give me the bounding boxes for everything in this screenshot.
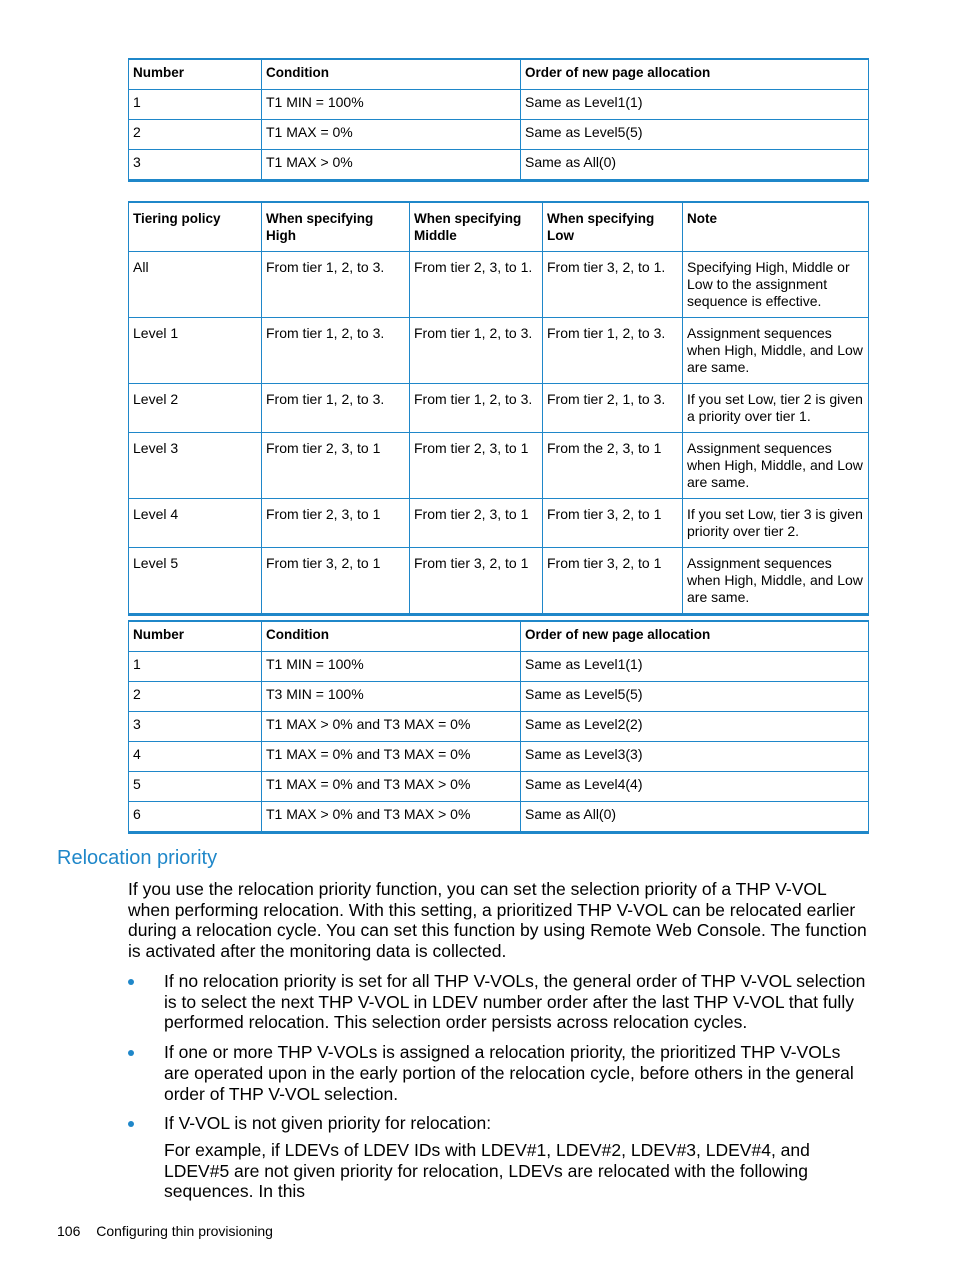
table-cell: From tier 2, 3, to 1 [410, 499, 543, 548]
table-cell: T1 MIN = 100% [262, 90, 521, 120]
table-row [129, 499, 869, 548]
table-cell: T1 MAX > 0% [262, 150, 521, 181]
list-item-text: If one or more THP V-VOLs is assigned a relocation priority, the prioritized THP V-VOLs are operated upon in the early portion of the relocation cycle, before others in the general order of THP V-VOL selection. [164, 1042, 854, 1104]
list-item [128, 1113, 870, 1202]
table-cell: Same as All(0) [521, 802, 869, 833]
table-row [129, 742, 869, 772]
column-header: Order of new page allocation [521, 621, 869, 652]
column-header: Number [129, 621, 262, 652]
table-cell: From tier 1, 2, to 3. [262, 252, 410, 318]
table-cell: Specifying High, Middle or Low to the assignment sequence is effective. [683, 252, 869, 318]
table-cell: Same as Level1(1) [521, 652, 869, 682]
table-cell: If you set Low, tier 3 is given priority over tier 2. [683, 499, 869, 548]
table-cell: Level 5 [129, 548, 262, 615]
table-cell: From tier 2, 3, to 1 [410, 433, 543, 499]
table-cell: 3 [129, 712, 262, 742]
table-cell: From tier 3, 2, to 1 [410, 548, 543, 615]
list-item-text: If V-VOL is not given priority for relocation: [164, 1113, 492, 1134]
table-cell: T3 MIN = 100% [262, 682, 521, 712]
list-item-text: If no relocation priority is set for all THP V-VOLs, the general order of THP V-VOL selection is to select the next THP V-VOL in LDEV number order after the last THP V-VOL that fully performed relocation. This selection order persists across relocation cycles. [164, 971, 866, 1033]
table-cell: From tier 3, 2, to 1 [543, 499, 683, 548]
table-cell: 1 [129, 652, 262, 682]
table-cell: Level 2 [129, 384, 262, 433]
intro-paragraph: If you use the relocation priority function, you can set the selection priority of a THP V-VOL when performing relocation. With this setting, a prioritized THP V-VOL can be relocated earlier during a relocation cycle. You can set this function by using Remote Web Console. The function is activated after the monitoring data is collected. [128, 879, 867, 962]
table-row [129, 90, 869, 120]
table-cell: Same as Level5(5) [521, 120, 869, 150]
bullet-icon [128, 1121, 134, 1127]
table-cell: T1 MAX > 0% and T3 MAX > 0% [262, 802, 521, 833]
table-row [129, 652, 869, 682]
bullet-icon [128, 979, 134, 985]
column-header: When specifying Middle [410, 202, 543, 252]
table-row [129, 252, 869, 318]
table-cell: Level 1 [129, 318, 262, 384]
table-row [129, 772, 869, 802]
column-header: Condition [262, 621, 521, 652]
table-cell: From tier 1, 2, to 3. [410, 318, 543, 384]
table-row [129, 150, 869, 181]
section-heading: Relocation priority [57, 847, 218, 869]
table-cell: Same as Level4(4) [521, 772, 869, 802]
table-cell: All [129, 252, 262, 318]
table-cell: Level 3 [129, 433, 262, 499]
table-cell: From tier 2, 3, to 1 [262, 433, 410, 499]
table-cell: Assignment sequences when High, Middle, and Low are same. [683, 548, 869, 615]
bullet-list [128, 971, 870, 1211]
column-header: When specifying High [262, 202, 410, 252]
column-header: Number [129, 59, 262, 90]
table-cell: From tier 2, 3, to 1. [410, 252, 543, 318]
table-cell: 1 [129, 90, 262, 120]
table-row [129, 682, 869, 712]
table-cell: Same as Level1(1) [521, 90, 869, 120]
table-cell: Assignment sequences when High, Middle, and Low are same. [683, 318, 869, 384]
table-cell: Same as Level3(3) [521, 742, 869, 772]
column-header: Note [683, 202, 869, 252]
table-cell: T1 MAX > 0% and T3 MAX = 0% [262, 712, 521, 742]
table-cell: From tier 3, 2, to 1. [543, 252, 683, 318]
page-footer [57, 1223, 273, 1239]
table-row [129, 120, 869, 150]
table-cell: From tier 1, 2, to 3. [262, 384, 410, 433]
column-header: When specifying Low [543, 202, 683, 252]
list-item [128, 1042, 870, 1104]
table-cell: 5 [129, 772, 262, 802]
table-cell: From tier 3, 2, to 1 [543, 548, 683, 615]
table-cell: Same as All(0) [521, 150, 869, 181]
table-cell: From tier 1, 2, to 3. [262, 318, 410, 384]
column-header: Order of new page allocation [521, 59, 869, 90]
tiering-policy-table [128, 201, 869, 616]
list-item-paragraph: For example, if LDEVs of LDEV IDs with LDEV#1, LDEV#2, LDEV#3, LDEV#4, and LDEV#5 are not given priority for relocation, LDEVs are relocated with the following sequences. In this [164, 1139, 810, 1202]
allocation-order-table-1 [128, 58, 869, 182]
table-row [129, 433, 869, 499]
table-cell: 2 [129, 120, 262, 150]
table-header-row [129, 621, 869, 652]
column-header: Tiering policy [129, 202, 262, 252]
table-cell: 4 [129, 742, 262, 772]
table-cell: From tier 1, 2, to 3. [410, 384, 543, 433]
list-item [128, 971, 870, 1033]
table-cell: Assignment sequences when High, Middle, and Low are same. [683, 433, 869, 499]
table-row [129, 318, 869, 384]
table-header-row [129, 202, 869, 252]
table-header-row [129, 59, 869, 90]
table-cell: Same as Level2(2) [521, 712, 869, 742]
table-cell: 2 [129, 682, 262, 712]
chapter-title: Configuring thin provisioning [96, 1223, 273, 1239]
table-cell: 6 [129, 802, 262, 833]
table-cell: From tier 2, 3, to 1 [262, 499, 410, 548]
table-cell: T1 MAX = 0% and T3 MAX = 0% [262, 742, 521, 772]
table-cell: From tier 1, 2, to 3. [543, 318, 683, 384]
allocation-order-table-2 [128, 620, 869, 834]
table-row [129, 384, 869, 433]
column-header: Condition [262, 59, 521, 90]
table-cell: T1 MAX = 0% [262, 120, 521, 150]
table-cell: If you set Low, tier 2 is given a priority over tier 1. [683, 384, 869, 433]
table-cell: From tier 2, 1, to 3. [543, 384, 683, 433]
table-cell: T1 MAX = 0% and T3 MAX > 0% [262, 772, 521, 802]
table-cell: From the 2, 3, to 1 [543, 433, 683, 499]
table-cell: From tier 3, 2, to 1 [262, 548, 410, 615]
bullet-icon [128, 1050, 134, 1056]
table-cell: 3 [129, 150, 262, 181]
table-cell: T1 MIN = 100% [262, 652, 521, 682]
table-row [129, 802, 869, 833]
table-row [129, 548, 869, 615]
table-cell: Level 4 [129, 499, 262, 548]
table-cell: Same as Level5(5) [521, 682, 869, 712]
table-row [129, 712, 869, 742]
page-number: 106 [57, 1223, 81, 1239]
